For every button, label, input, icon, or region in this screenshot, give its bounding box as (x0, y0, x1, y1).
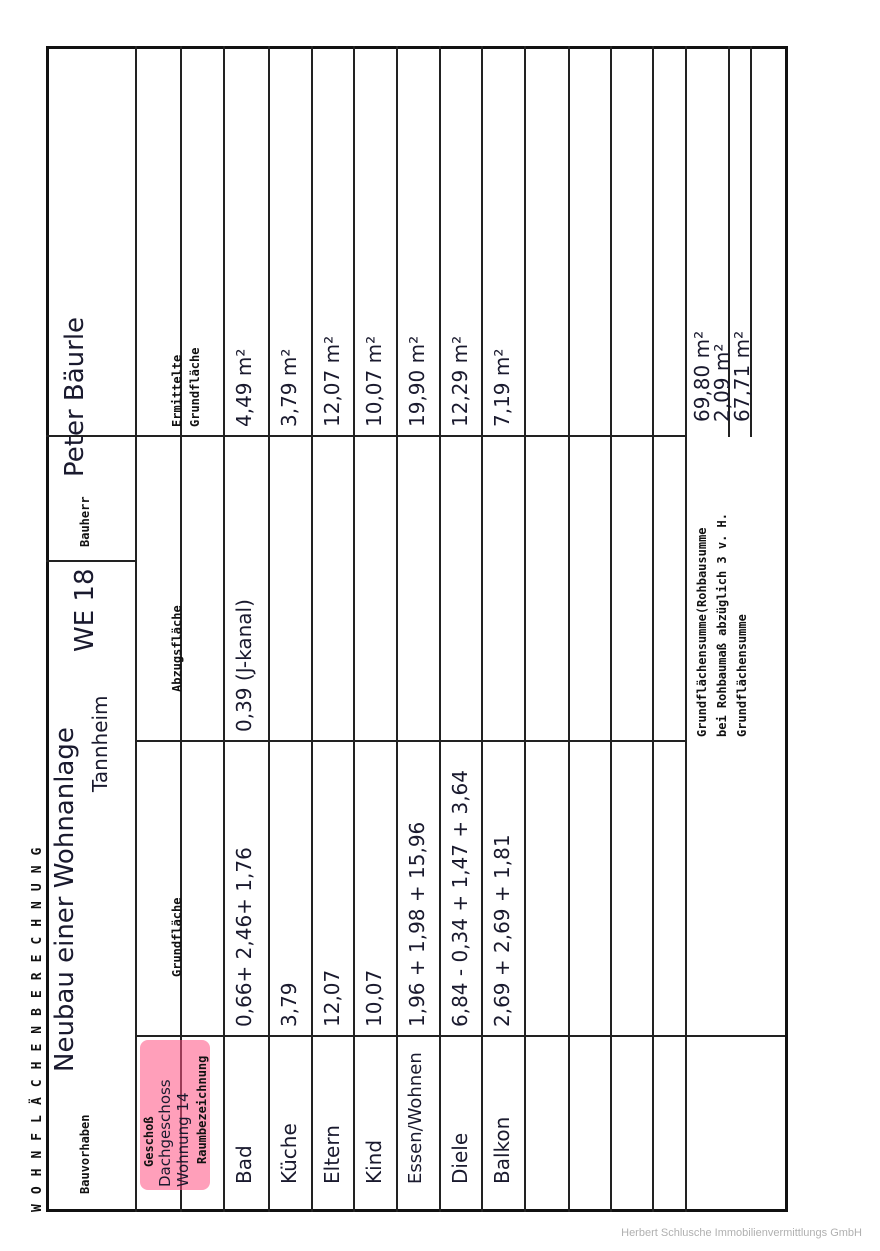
row-line (268, 46, 270, 1212)
ermittelt-value: 3,79 m² (277, 348, 301, 427)
row-line (524, 46, 526, 1212)
header-split-we (46, 560, 136, 562)
geschoss-label: Geschoß (142, 1116, 156, 1167)
footer-company: Herbert Schlusche Immobilienvermittlungs GmbH (621, 1227, 862, 1239)
summary-line-1: Grundflächensumme(Rohbausumme (695, 527, 709, 737)
summary-value-3: 67,71 m² (730, 330, 754, 422)
row-line (652, 46, 654, 1212)
row-line (685, 46, 687, 1212)
geschoss-value-2: Wohnung 14 (174, 1092, 192, 1187)
summary-value-1: 69,80 m² (690, 330, 714, 422)
row-line (610, 46, 612, 1212)
grundflaeche-value: 10,07 (362, 969, 386, 1027)
col-divider-grundflaeche (135, 740, 685, 742)
row-line (481, 46, 483, 1212)
form-title: WOHNFLÄCHENBERECHNUNG (30, 837, 45, 1212)
row-line (568, 46, 570, 1212)
room-name: Bad (232, 1145, 256, 1184)
room-name: Kind (362, 1139, 386, 1184)
form-frame (46, 46, 788, 1212)
summary-line-2: bei Rohbaumaß abzüglich 3 v. H. (715, 513, 729, 737)
col-divider-room (135, 1035, 785, 1037)
summary-line-3: Grundflächensumme (735, 614, 749, 737)
room-name: Diele (448, 1132, 472, 1184)
row-line (311, 46, 313, 1212)
ermittelt-value: 12,29 m² (448, 335, 472, 427)
ermittelt-label-1: Ermittelte (170, 354, 184, 427)
room-name: Balkon (490, 1116, 514, 1184)
we-value: WE 18 (70, 568, 100, 652)
bauherr-value: Peter Bäurle (60, 316, 90, 477)
ermittelt-value: 19,90 m² (405, 335, 429, 427)
ermittelt-label-2: Grundfläche (188, 347, 202, 427)
ermittelt-value: 7,19 m² (490, 348, 514, 427)
bauvorhaben-label: Bauvorhaben (78, 1114, 92, 1194)
grundflaeche-value: 2,69 + 2,69 + 1,81 (490, 834, 514, 1027)
grundflaeche-value: 12,07 (320, 969, 344, 1027)
abzug-value: 0,39 (J-kanal) (232, 599, 256, 732)
wohnflaechen-form (30, 42, 790, 1212)
summary-value-2: 2,09 m² (710, 343, 734, 422)
ermittelt-value: 12,07 m² (320, 335, 344, 427)
row-line (396, 46, 398, 1212)
col-divider-abzug (135, 435, 685, 437)
abzug-label: Abzugsfläche (170, 605, 184, 692)
grundflaeche-label: Grundfläche (170, 897, 184, 977)
row-line (439, 46, 441, 1212)
room-name: Essen/Wohnen (405, 1052, 426, 1184)
room-name: Küche (277, 1123, 301, 1184)
header-divider (135, 46, 137, 1212)
ermittelt-value: 4,49 m² (232, 348, 256, 427)
raum-label: Raumbezeichnung (195, 1055, 209, 1164)
room-name: Eltern (320, 1125, 344, 1184)
grundflaeche-value: 6,84 - 0,34 + 1,47 + 3,64 (448, 769, 472, 1027)
grundflaeche-value: 1,96 + 1,98 + 15,96 (405, 821, 429, 1027)
row-line (223, 46, 225, 1212)
row-line (353, 46, 355, 1212)
grundflaeche-value: 3,79 (277, 982, 301, 1027)
ermittelt-value: 10,07 m² (362, 335, 386, 427)
geschoss-value-1: Dachgeschoss (156, 1079, 174, 1187)
bauvorhaben-value: Neubau einer Wohnanlage (50, 727, 80, 1072)
bauherr-label: Bauherr (78, 496, 92, 547)
grundflaeche-value: 0,66+ 2,46+ 1,76 (232, 847, 256, 1027)
bauvorhaben-location: Tannheim (88, 695, 112, 792)
